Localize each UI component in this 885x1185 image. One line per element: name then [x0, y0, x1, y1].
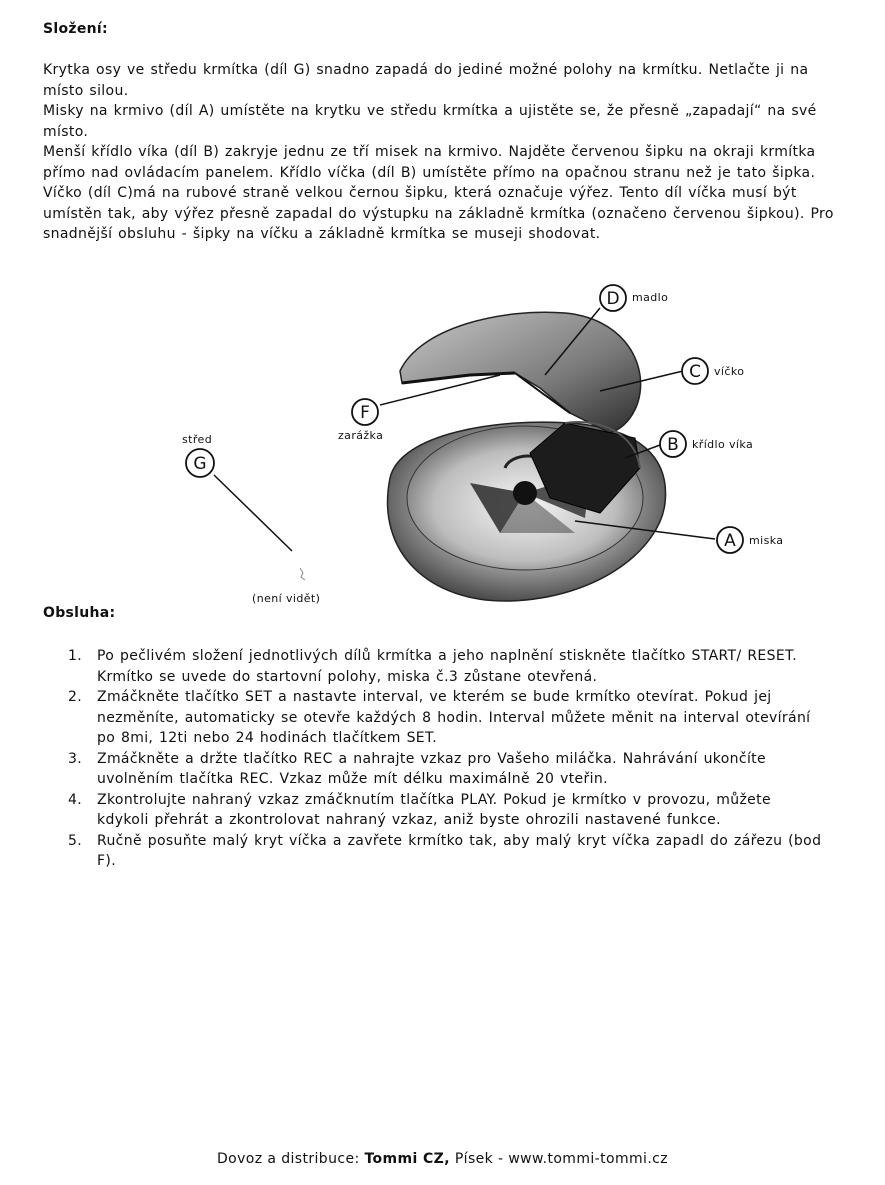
operation-steps — [68, 646, 828, 872]
list-item — [68, 831, 828, 872]
assembly-paragraph-4: Víčko (díl C)má na rubové straně velkou černou šipku, která označuje výřez. Tento díl víčka musí být umístěn tak, aby výřez přesně zapadal do výstupku na základně krmítka (označeno červenou šipkou). Pro snadnější obsluhu - šipky na víčku a základně krmítka se museji shodovat. — [43, 185, 834, 242]
callout-a — [717, 527, 783, 553]
feeder-diagram — [170, 283, 820, 608]
assembly-paragraph-1: Krytka osy ve středu krmítka (díl G) snadno zapadá do jediné možné polohy na krmítku. Netlačte ji na místo silou. — [43, 62, 809, 99]
step-number: 5. — [68, 832, 83, 849]
assembly-heading: Složení: — [43, 21, 108, 37]
label-miska: miska — [749, 534, 784, 547]
hidden-part-marker — [252, 568, 320, 605]
list-item — [68, 646, 828, 687]
svg-text:B: B — [667, 435, 679, 455]
list-item — [68, 749, 828, 790]
step-text: Zkontrolujte nahraný vzkaz zmáčknutím tlačítka PLAY. Pokud je krmítko v provozu, můžete kdykoli přehrát a zkontrolovat nahraný vzkaz, aniž byste ohrozili nastavené funkce. — [97, 791, 771, 828]
feeder-lid — [400, 312, 641, 433]
step-number: 1. — [68, 648, 83, 664]
label-neni-videt: (není vidět) — [252, 592, 321, 605]
label-madlo: madlo — [632, 291, 669, 304]
label-vicko: víčko — [714, 365, 745, 378]
step-number: 3. — [68, 750, 83, 767]
callout-d — [600, 285, 668, 311]
assembly-instructions — [43, 60, 843, 245]
step-text: Po pečlivém složení jednotlivých dílů krmítka a jeho naplnění stiskněte tlačítko START/ RESET. Krmítko se uvede do startovní polohy, miska č.3 zůstane otevřená. — [97, 648, 798, 685]
callout-c — [682, 358, 744, 384]
label-stred: střed — [182, 433, 213, 446]
step-number: 2. — [68, 689, 83, 705]
svg-text:A: A — [724, 531, 736, 551]
footer-suffix: Písek - www.tommi-tommi.cz — [454, 1151, 669, 1167]
footer-prefix: Dovoz a distribuce: — [216, 1151, 360, 1167]
callout-f — [338, 399, 383, 442]
label-kridlo-vika: křídlo víka — [692, 438, 754, 451]
callout-b — [660, 431, 753, 457]
assembly-paragraph-3: Menší křídlo víka (díl B) zakryje jednu ze tří misek na krmivo. Najděte červenou šipku na okraji krmítka přímo nad ovládacím panelem. Křídlo víčka (díl B) umístěte přímo na opačnou stranu než je tato šipka. — [43, 144, 816, 181]
svg-text:C: C — [689, 362, 701, 382]
step-text: Ručně posuňte malý kryt víčka a zavřete krmítko tak, aby malý kryt víčka zapadl do zářezu (bod F). — [97, 832, 822, 869]
footer — [0, 1151, 885, 1167]
label-zarazka: zarážka — [338, 429, 384, 442]
footer-brand: Tommi CZ, — [364, 1151, 450, 1167]
operation-heading: Obsluha: — [43, 605, 116, 621]
svg-text:F: F — [360, 403, 370, 423]
step-number: 4. — [68, 791, 83, 808]
svg-text:G: G — [193, 454, 207, 474]
svg-text:D: D — [606, 289, 620, 309]
step-text: Zmáčkněte tlačítko SET a nastavte interval, ve kterém se bude krmítko otevírat. Pokud jej nezměníte, automaticky se otevře každých 8 hodin. Interval můžete měnit na interval otevírání po 8mi, 12ti nebo 24 hodinách tlačítkem SET. — [97, 689, 811, 746]
step-text: Zmáčkněte a držte tlačítko REC a nahrajte vzkaz pro Vašeho miláčka. Nahrávání ukončíte uvolněním tlačítka REC. Vzkaz může mít délku maximálně 20 vteřin. — [97, 750, 766, 787]
assembly-paragraph-2: Misky na krmivo (díl A) umístěte na krytku ve středu krmítka a ujistěte se, že přesně „zapadají“ na své místo. — [43, 103, 817, 140]
list-item — [68, 687, 828, 749]
callout-g — [182, 433, 214, 477]
list-item — [68, 790, 828, 831]
